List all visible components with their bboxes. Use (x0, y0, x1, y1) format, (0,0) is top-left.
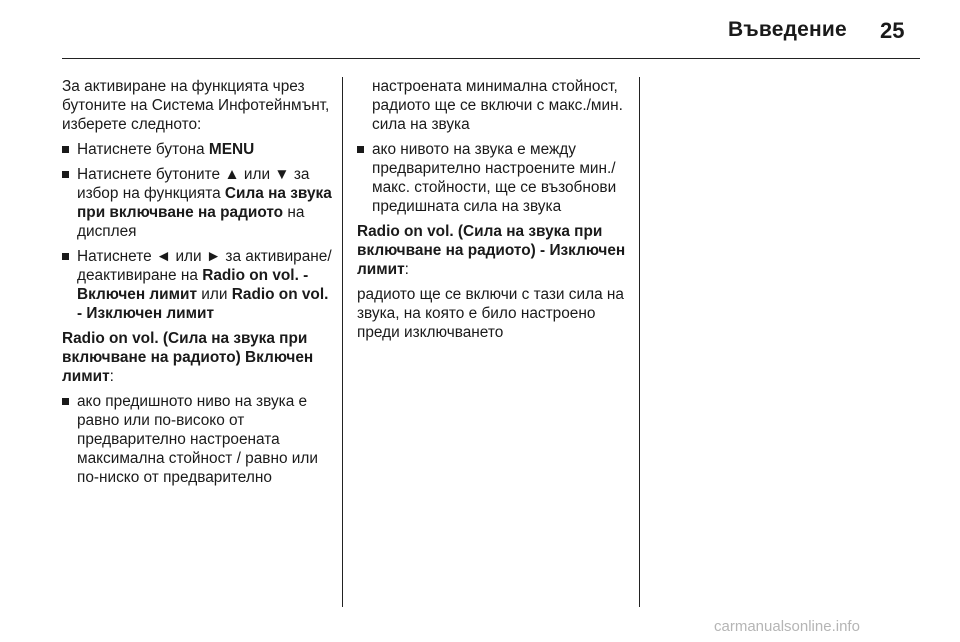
header-divider (62, 58, 920, 59)
header-title: Въведение (728, 18, 847, 41)
watermark: carmanualsonline.info (714, 618, 860, 635)
column-divider (639, 77, 640, 607)
column-divider (342, 77, 343, 607)
left-column (62, 77, 332, 493)
page-number: 25 (880, 18, 905, 43)
list-item: Натиснете бутона MENU (62, 140, 332, 159)
steps-list (62, 140, 332, 323)
list-item: Натиснете бутоните ▲ или ▼ за избор на функцията Сила на звука при включване на радиото на дисплея (62, 165, 332, 241)
list-item: ако предишното ниво на звука е равно или по-високо от предварително настроената максимална стойност / равно или по-ниско от предварително (62, 392, 332, 487)
intro-paragraph: За активиране на функцията чрез бутоните на Система Инфотейнмънт, изберете следното: (62, 78, 330, 133)
list-item: ако нивото на звука е между предварително настроените мин./макс. стойности, ще се възобнови предишната сила на звука (357, 140, 632, 216)
on-limit-list-continued (357, 77, 632, 216)
section-heading-off: Radio on vol. (Сила на звука при включване на радиото) - Изключен лимит: (357, 223, 626, 278)
right-column (357, 77, 632, 348)
list-item: Натиснете ◄ или ► за активиране/деактивиране на Radio on vol. - Включен лимит или Radio on vol. - Изключен лимит (62, 247, 332, 323)
off-limit-paragraph: радиото ще се включи с тази сила на звука, на която е било настроено преди изключването (357, 286, 624, 341)
list-item-continued: настроената минимална стойност, радиото ще се включи с макс./мин. сила на звука (372, 78, 623, 133)
on-limit-list (62, 392, 332, 487)
section-heading-on: Radio on vol. (Сила на звука при включване на радиото) Включен лимит: (62, 330, 314, 385)
